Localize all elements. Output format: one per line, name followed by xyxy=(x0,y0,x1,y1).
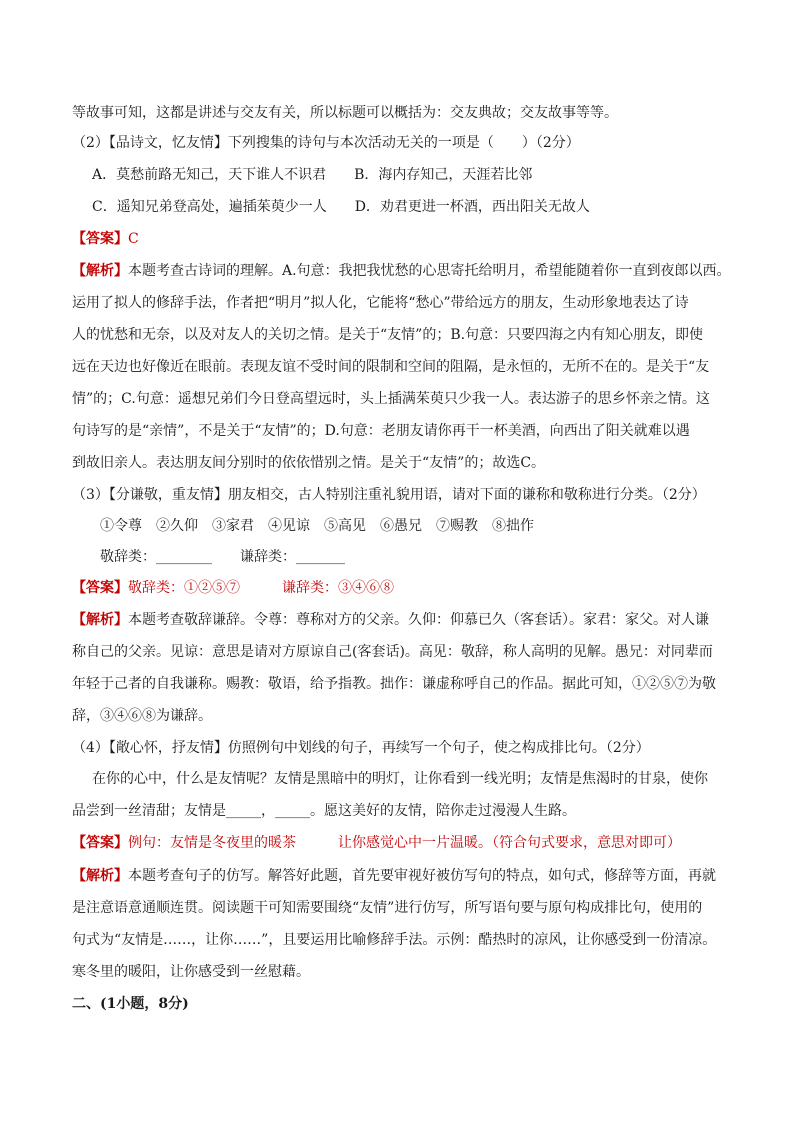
options-cd: C．遥知兄弟登高处，遍插茱萸少一人 D．劝君更进一杯酒，西出阳关无故人 xyxy=(92,199,590,215)
word-list: ①令尊 ②久仰 ③家君 ④见谅 ⑤高见 ⑥愚兄 ⑦赐教 ⑧拙作 xyxy=(100,518,534,534)
text-line: 到故旧亲人。表达朋友间分别时的依依惜别之情。是关于“友情”的；故选C。 xyxy=(72,455,546,471)
answer-tag: 【答案】 xyxy=(72,580,128,596)
analysis-tag: 【解析】 xyxy=(72,263,128,279)
answer-tag: 【答案】 xyxy=(72,835,128,851)
text-line: 辞，③④⑥⑧为谦辞。 xyxy=(72,708,212,724)
text-line: 年轻于己者的自我谦称。赐教：敬语，给予指教。拙作：谦虚称呼自己的作品。据此可知，①②⑤⑦为敬 xyxy=(72,676,716,692)
analysis-4 xyxy=(72,866,716,886)
text-line: 寒冬里的暖阳，让你感受到一丝慰藉。 xyxy=(72,964,310,980)
text-line: 称自己的父亲。见谅：意思是请对方原谅自己(客套话)。高见：敬辞，称人高明的见解。愚兄：对同辈而 xyxy=(72,644,713,660)
answer-text: 敬辞类：①②⑤⑦ 谦辞类：③④⑥⑧ xyxy=(128,580,394,596)
answer-text: 例句：友情是冬夜里的暖茶 让你感觉心中一片温暖。（符合句式要求，意思对即可） xyxy=(128,835,681,851)
analysis-tag: 【解析】 xyxy=(72,612,128,628)
text-line: 情”的；C.句意：遥想兄弟们今日登高望远时，头上插满茱萸只少我一人。表达游子的思乡怀亲之情。这 xyxy=(72,391,710,407)
answer-3 xyxy=(72,578,394,598)
answer-text: C xyxy=(128,231,139,247)
analysis-text: 本题考查敬辞谦辞。令尊：尊称对方的父亲。久仰：仰慕已久（客套话）。家君：家父。对人谦 xyxy=(128,612,709,628)
text-line: 等故事可知，这都是讲述与交友有关，所以标题可以概括为：交友典故；交友故事等等。 xyxy=(72,105,618,121)
analysis-text: 本题考查古诗词的理解。A.句意：我把我忧愁的心思寄托给明月，希望能随着你一直到夜郎以西。 xyxy=(128,263,731,279)
blank-line: 敬辞类：________ 谦辞类：_______ xyxy=(100,549,345,565)
analysis-tag: 【解析】 xyxy=(72,868,128,884)
prompt-text: 品尝到一丝清甜；友情是_____，_____。愿这美好的友情，陪你走过漫漫人生路。 xyxy=(72,803,576,819)
analysis-2 xyxy=(72,261,731,281)
text-line: 人的忧愁和无奈，以及对友人的关切之情。是关于“友情”的；B.句意：只要四海之内有知心朋友，即使 xyxy=(72,327,704,343)
section-heading: 二、(1小题，8分) xyxy=(72,996,189,1012)
text-line: 句诗写的是“亲情”，不是关于“友情”的；D.句意：老朋友请你再干一杯美酒，向西出了阳关就难以遇 xyxy=(72,423,690,439)
question-3: （3）【分谦敬，重友情】朋友相交，古人特别注重礼貌用语，请对下面的谦称和敬称进行分类。（2分） xyxy=(72,487,706,503)
text-line: 句式为“友情是……，让你……”，且要运用比喻修辞手法。示例：酷热时的凉风，让你感受到一份清凉。 xyxy=(72,932,717,948)
analysis-text: 本题考查句子的仿写。解答好此题，首先要审视好被仿写句的特点，如句式，修辞等方面，再就 xyxy=(128,868,716,884)
analysis-3 xyxy=(72,610,709,630)
answer-tag: 【答案】 xyxy=(72,231,128,247)
text-line: 远在天边也好像近在眼前。表现友谊不受时间的限制和空间的阻隔，是永恒的，无所不在的。是关于“友 xyxy=(72,359,710,375)
answer-4 xyxy=(72,833,681,853)
text-line: 是注意语意通顺连贯。阅读题干可知需要围绕“友情”进行仿写，所写语句要与原句构成排比句，使用的 xyxy=(72,900,703,916)
text-line: 运用了拟人的修辞手法，作者把“明月”拟人化，它能将“愁心”带给远方的朋友，生动形象地表达了诗 xyxy=(72,295,689,311)
question-2: （2）【品诗文，忆友情】下列搜集的诗句与本次活动无关的一项是（ ）（2分） xyxy=(72,135,580,151)
prompt-text: 在你的心中，什么是友情呢？友情是黑暗中的明灯，让你看到一线光明；友情是焦渴时的甘泉，使你 xyxy=(92,771,708,787)
question-4: （4）【敞心怀，抒友情】仿照例句中划线的句子，再续写一个句子，使之构成排比句。（2分） xyxy=(72,740,650,756)
answer-2 xyxy=(72,229,139,249)
options-ab: A．莫愁前路无知己，天下谁人不识君 B．海内存知己，天涯若比邻 xyxy=(92,167,533,183)
